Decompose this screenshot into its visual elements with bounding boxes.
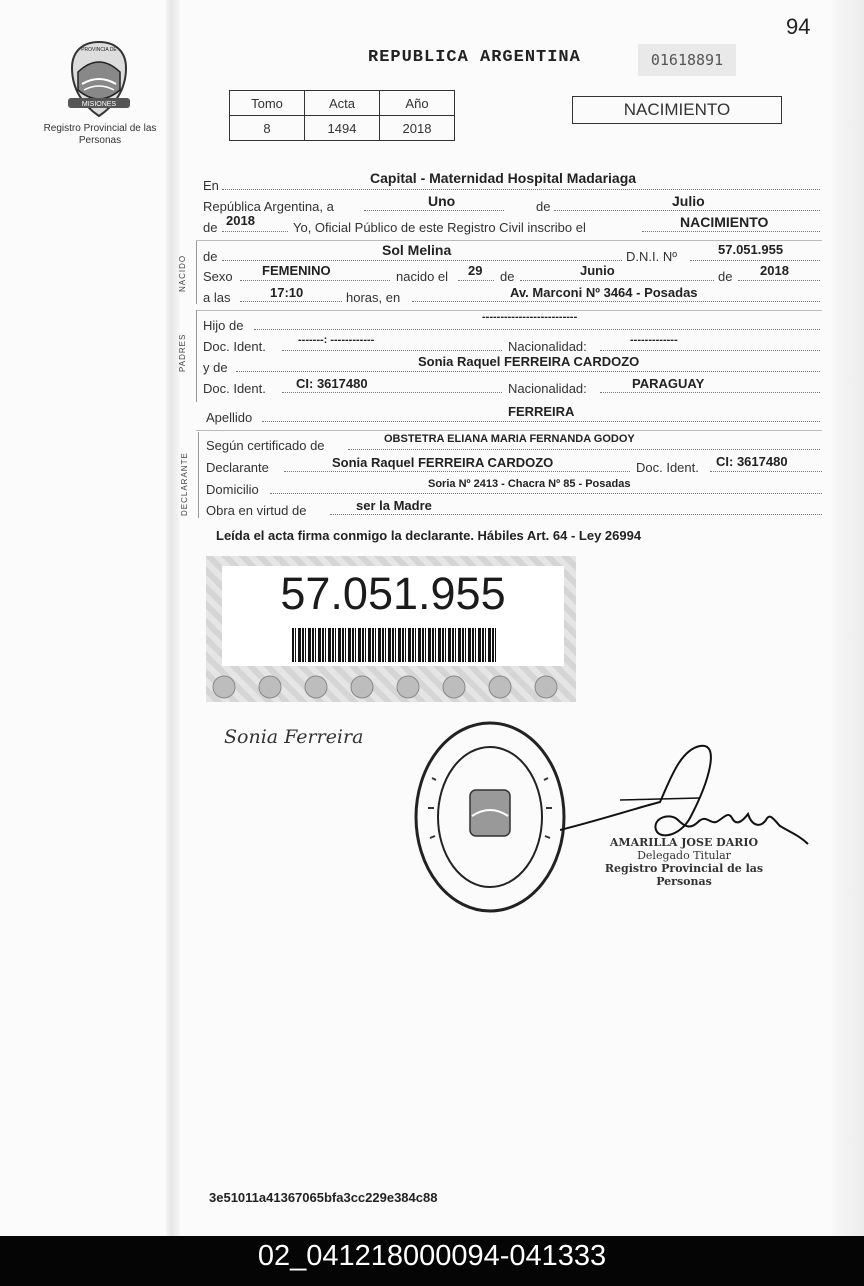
doc-label: Doc. Ident. <box>203 339 266 354</box>
y-de-label: y de <box>203 360 228 375</box>
birth-day: 29 <box>468 263 483 278</box>
tomo-header: Tomo <box>230 91 305 116</box>
dotted-line <box>600 350 820 351</box>
section-divider <box>196 310 197 402</box>
province-coat-of-arms-logo <box>62 38 136 120</box>
month-value: Julio <box>672 193 705 209</box>
sexo-label: Sexo <box>203 269 233 284</box>
hijo-label: Hijo de <box>203 318 244 333</box>
declarant-signature: Sonia Ferreira <box>224 726 364 748</box>
dni-sticker-number: 57.051.955 <box>280 568 506 619</box>
obra-value: ser la Madre <box>356 498 432 513</box>
officer-name: AMARILLA JOSE DARIO <box>609 836 759 849</box>
day-value: Uno <box>428 193 456 209</box>
officer-org: Registro Provincial de las Personas <box>604 862 764 888</box>
section-divider <box>198 432 199 518</box>
section-declarante: DECLARANTE <box>180 452 189 516</box>
en-label: En <box>203 178 219 193</box>
section-padres: PADRES <box>178 333 187 372</box>
certificado-label: Según certificado de <box>206 438 325 453</box>
father-nationality: ------------- <box>630 334 678 346</box>
dotted-line <box>222 260 622 261</box>
de-label: de <box>500 269 515 284</box>
record-value: NACIMIENTO <box>680 214 769 230</box>
section-rule <box>196 240 822 241</box>
dotted-line <box>600 392 820 393</box>
doc-label: Doc. Ident. <box>203 381 266 396</box>
dotted-line <box>458 280 494 281</box>
dotted-line <box>254 329 820 330</box>
dotted-line <box>282 350 502 351</box>
declarante-doc: CI: 3617480 <box>716 454 788 469</box>
official-seal <box>410 718 570 916</box>
year-value: 2018 <box>226 213 255 228</box>
declarante-label: Declarante <box>206 460 269 475</box>
sexo-value: FEMENINO <box>262 263 331 278</box>
acta-header: Acta <box>305 91 380 116</box>
dotted-line <box>222 189 820 190</box>
birth-time: 17:10 <box>270 285 304 300</box>
svg-text:PROVINCIA DE: PROVINCIA DE <box>81 47 117 53</box>
dotted-line <box>520 280 714 281</box>
serial-number: 01618891 <box>638 44 736 76</box>
dotted-line <box>690 260 820 261</box>
mother-nationality: PARAGUAY <box>632 376 705 391</box>
nationality-label: Nacionalidad: <box>508 339 587 354</box>
de-label: de <box>718 269 733 284</box>
dotted-line <box>240 280 390 281</box>
dotted-line <box>270 493 822 494</box>
document-hash: 3e51011a41367065bfa3cc229e384c88 <box>209 1190 438 1205</box>
place-value: Capital - Maternidad Hospital Madariaga <box>370 170 637 186</box>
nacido-label: nacido el <box>396 269 449 284</box>
domicilio-value: Soria Nº 2413 - Chacra Nº 85 - Posadas <box>428 478 631 490</box>
sticker-pattern <box>210 674 560 700</box>
officer-role: Delegado Titular <box>637 849 731 862</box>
scan-id-bar <box>0 1236 864 1286</box>
apellido-label: Apellido <box>206 410 253 425</box>
svg-text:MISIONES: MISIONES <box>81 101 117 108</box>
child-dni: 57.051.955 <box>718 242 784 257</box>
birth-year: 2018 <box>760 263 789 278</box>
declarante-value: Sonia Raquel FERREIRA CARDOZO <box>332 455 554 470</box>
domicilio-label: Domicilio <box>206 482 259 497</box>
father-name: -------------------------- <box>482 311 578 323</box>
registry-name: Registro Provincial de las Personas <box>43 123 157 146</box>
section-nacido: NACIDO <box>178 254 187 292</box>
mother-doc: CI: 3617480 <box>296 376 368 391</box>
document-title: REPUBLICA ARGENTINA <box>368 48 581 67</box>
scan-id: 02_041218000094-041333 <box>257 1240 607 1272</box>
dotted-line <box>222 231 288 232</box>
dotted-line <box>412 301 820 302</box>
dotted-line <box>262 421 820 422</box>
page-edge <box>832 0 864 1236</box>
mother-name: Sonia Raquel FERREIRA CARDOZO <box>418 354 640 369</box>
doc-label: Doc. Ident. <box>636 460 699 475</box>
anio-header: Año <box>380 91 455 116</box>
republic-label: República Argentina, a <box>203 199 334 214</box>
dotted-line <box>236 371 820 372</box>
dotted-line <box>642 231 820 232</box>
volume-table <box>229 90 455 141</box>
obra-label: Obra en virtud de <box>206 503 307 518</box>
officer-text: Yo, Oficial Público de este Registro Civil inscribo el <box>293 220 586 235</box>
a-las-label: a las <box>203 290 231 305</box>
birth-month: Junio <box>580 263 615 278</box>
dotted-line <box>710 471 822 472</box>
apellido-value: FERREIRA <box>508 404 575 419</box>
certificate-value: OBSTETRA ELIANA MARIA FERNANDA GODOY <box>384 433 635 445</box>
dni-label: D.N.I. Nº <box>626 249 677 264</box>
birth-address: Av. Marconi Nº 3464 - Posadas <box>510 285 698 300</box>
de-label: de <box>536 199 551 214</box>
closing-statement: Leída el acta firma conmigo la declarante. Hábiles Art. 64 - Ley 26994 <box>216 528 642 543</box>
dotted-line <box>554 210 820 211</box>
officer-block <box>584 836 784 888</box>
section-divider <box>196 240 197 304</box>
dotted-line <box>330 514 822 515</box>
acta-value: 1494 <box>305 116 380 141</box>
barcode <box>292 628 498 662</box>
dotted-line <box>364 210 504 211</box>
anio-value: 2018 <box>380 116 455 141</box>
dotted-line <box>240 301 342 302</box>
dotted-line <box>284 471 630 472</box>
page-number: 94 <box>786 14 811 39</box>
nationality-label: Nacionalidad: <box>508 381 587 396</box>
dotted-line <box>738 280 820 281</box>
child-name: Sol Melina <box>382 242 452 258</box>
de-label: de <box>203 249 218 264</box>
dotted-line <box>348 449 820 450</box>
father-doc: -------: ------------ <box>298 334 375 346</box>
de-label: de <box>203 220 218 235</box>
section-rule <box>196 430 822 431</box>
page-fold <box>166 0 180 1236</box>
tomo-value: 8 <box>230 116 305 141</box>
record-type-box: NACIMIENTO <box>572 96 782 124</box>
dotted-line <box>282 392 502 393</box>
horas-label: horas, en <box>346 290 401 305</box>
